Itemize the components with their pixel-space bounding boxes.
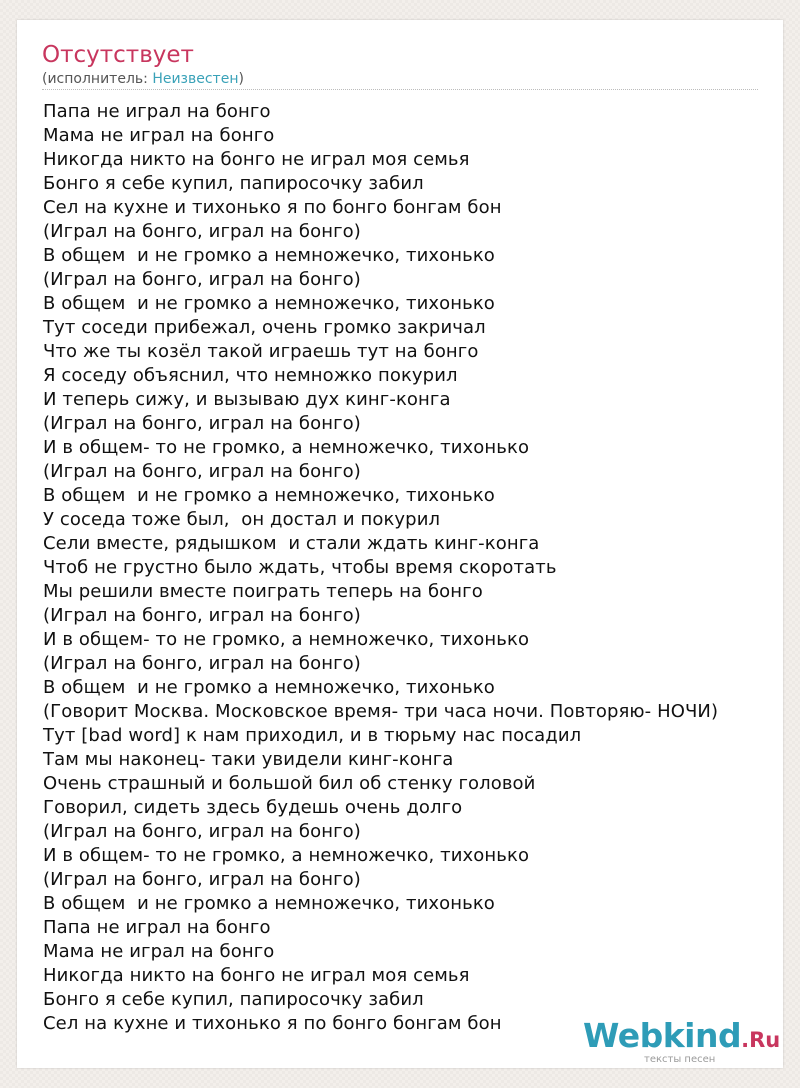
logo-tagline: тексты песен xyxy=(644,1054,716,1065)
lyric-line: (Играл на бонго, играл на бонго) xyxy=(43,461,361,482)
lyric-line: Мы решили вместе поиграть теперь на бонго xyxy=(43,581,483,602)
lyric-line: И теперь сижу, и вызываю дух кинг-конга xyxy=(43,389,451,410)
song-title: Отсутствует xyxy=(42,42,194,68)
lyric-line: (Играл на бонго, играл на бонго) xyxy=(43,269,361,290)
lyric-line: (Играл на бонго, играл на бонго) xyxy=(43,221,361,242)
lyric-line: (Играл на бонго, играл на бонго) xyxy=(43,413,361,434)
logo-wordmark xyxy=(583,1017,780,1059)
artist-line xyxy=(42,69,244,89)
title-divider xyxy=(42,89,758,90)
lyrics-block xyxy=(43,100,718,1036)
logo-tld: .Ru xyxy=(741,1028,781,1052)
lyric-line: И в общем- то не громко, а немножечко, тихонько xyxy=(43,845,530,866)
lyric-line: (Играл на бонго, играл на бонго) xyxy=(43,653,361,674)
lyric-line: Никогда никто на бонго не играл моя семья xyxy=(43,149,470,170)
artist-link[interactable]: Неизвестен xyxy=(152,71,239,87)
lyric-line: Тут [bad word] к нам приходил, и в тюрьму нас посадил xyxy=(43,725,582,746)
logo-name: Webkind xyxy=(583,1016,742,1055)
lyric-line: В общем и не громко а немножечко, тихонько xyxy=(43,245,495,266)
site-logo[interactable] xyxy=(583,1016,781,1065)
lyric-line: У соседа тоже был, он достал и покурил xyxy=(43,509,441,530)
artist-prefix: (исполнитель: xyxy=(42,71,153,87)
lyric-line: Мама не играл на бонго xyxy=(43,941,275,962)
lyric-line: (Играл на бонго, играл на бонго) xyxy=(43,869,361,890)
lyric-line: И в общем- то не громко, а немножечко, тихонько xyxy=(43,437,530,458)
lyric-line: Никогда никто на бонго не играл моя семья xyxy=(43,965,470,986)
lyric-line: И в общем- то не громко, а немножечко, тихонько xyxy=(43,629,530,650)
lyric-line: Там мы наконец- таки увидели кинг-конга xyxy=(43,749,454,770)
lyric-line: (Играл на бонго, играл на бонго) xyxy=(43,821,361,842)
lyric-line: (Говорит Москва. Московское время- три часа ночи. Повторяю- НОЧИ) xyxy=(43,701,719,722)
lyric-line: Папа не играл на бонго xyxy=(43,917,271,938)
lyric-line: Мама не играл на бонго xyxy=(43,125,275,146)
lyric-line: В общем и не громко а немножечко, тихонько xyxy=(43,893,495,914)
lyric-line: Сели вместе, рядышком и стали ждать кинг-конга xyxy=(43,533,540,554)
lyric-line: В общем и не громко а немножечко, тихонько xyxy=(43,677,495,698)
lyric-line: Тут соседи прибежал, очень громко закричал xyxy=(43,317,486,338)
lyric-line: Что же ты козёл такой играешь тут на бонго xyxy=(43,341,479,362)
lyric-line: Очень страшный и большой бил об стенку головой xyxy=(43,773,536,794)
lyric-line: Говорил, сидеть здесь будешь очень долго xyxy=(43,797,463,818)
lyric-line: В общем и не громко а немножечко, тихонько xyxy=(43,293,495,314)
artist-suffix: ) xyxy=(238,71,244,87)
lyric-line: Я соседу объяснил, что немножко покурил xyxy=(43,365,458,386)
lyric-line: Бонго я себе купил, папиросочку забил xyxy=(43,989,424,1010)
lyric-line: В общем и не громко а немножечко, тихонько xyxy=(43,485,495,506)
lyric-line: Папа не играл на бонго xyxy=(43,101,271,122)
lyric-line: Сел на кухне и тихонько я по бонго бонгам бон xyxy=(43,1013,502,1034)
lyric-line: Бонго я себе купил, папиросочку забил xyxy=(43,173,424,194)
lyric-line: (Играл на бонго, играл на бонго) xyxy=(43,605,361,626)
lyric-line: Чтоб не грустно было ждать, чтобы время скоротать xyxy=(43,557,557,578)
lyric-line: Сел на кухне и тихонько я по бонго бонгам бон xyxy=(43,197,502,218)
